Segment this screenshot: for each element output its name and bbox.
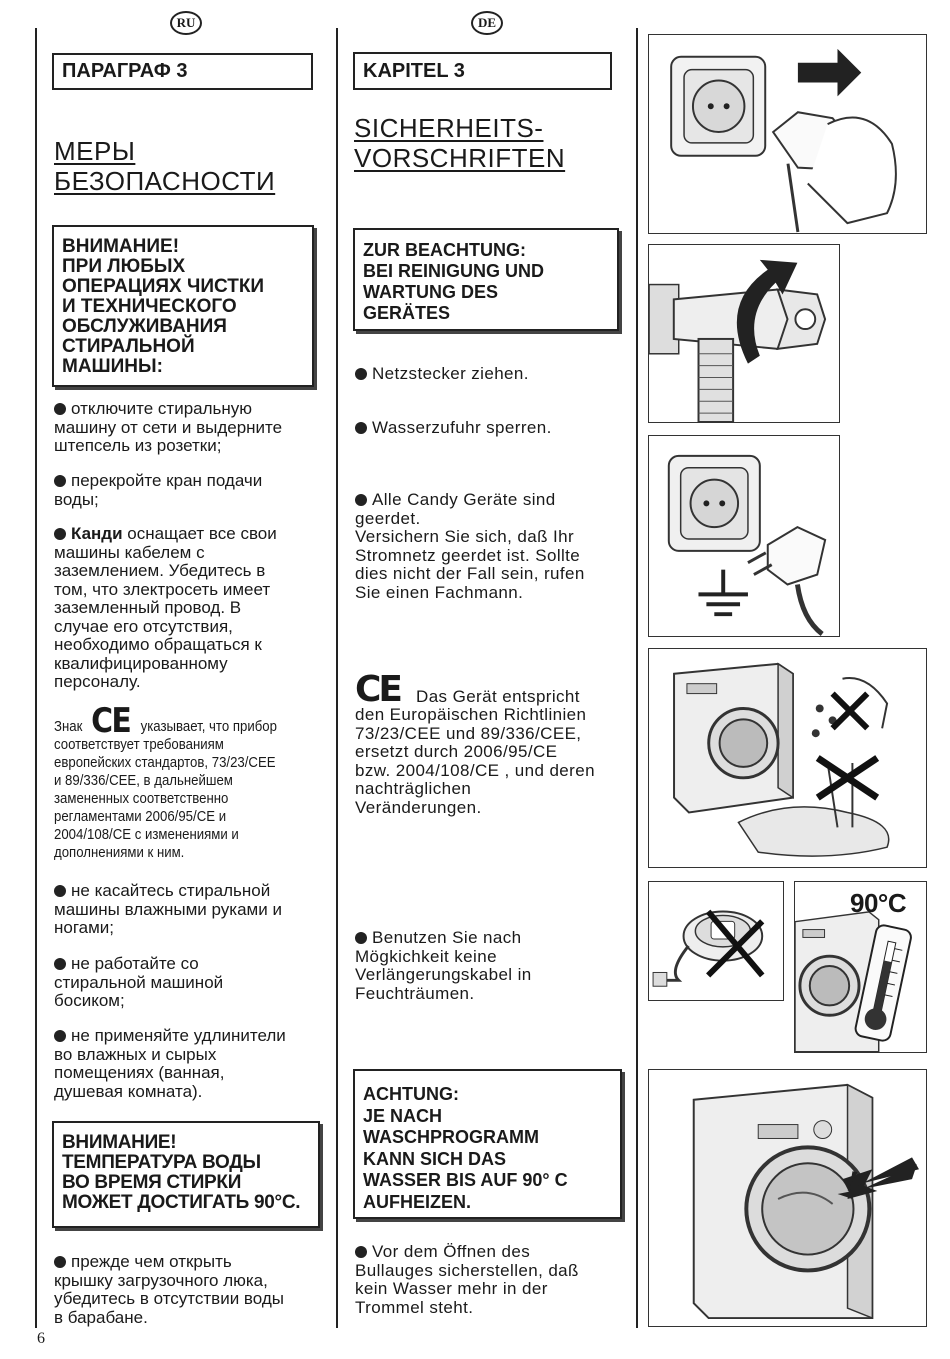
no-wet-hands-icon — [649, 649, 926, 867]
water-tap-icon — [649, 245, 839, 422]
de-item-grounding: Alle Candy Geräte sind geerdet. Versichern Sie sich, daß Ihr Stromnetz geerdet ist. Sollte dies nicht der Fall sein, rufen Sie einen Fachmann. — [355, 490, 585, 602]
ru-item-wet-hands: не касайтесь стиральной машины влажными руками и ногами; — [54, 881, 282, 937]
de-item-unplug: Netzstecker ziehen. — [355, 365, 625, 384]
ru-item-drum: прежде чем открыть крышку загрузочного люка, убедитесь в отсутствии воды в барабане. — [54, 1252, 284, 1327]
illustration-no-extension-cord — [648, 881, 784, 1001]
de-item-water: Wasserzufuhr sperren. — [355, 419, 625, 438]
bullet-icon — [54, 1030, 66, 1042]
ru-page-title: МЕРЫ БЕЗОПАСНОСТИ — [54, 136, 276, 196]
bullet-icon — [54, 528, 66, 540]
de-ce-note: CE Das Gerät entspricht den Europäischen Richtlinien 73/23/CEE und 89/336/CEE, ersetzt durch 2006/95/CE bzw. 2004/108/CE , und deren nachträglichen Veränderungen. — [355, 669, 595, 817]
column-divider-left — [35, 28, 37, 1328]
illustration-no-wet-hands — [648, 648, 927, 868]
language-badge-ru: RU — [170, 11, 202, 35]
illustration-water-tap — [648, 244, 840, 423]
ru-item-grounding: Канди оснащает все свои машины кабелем с заземлением. Убедитесь в том, что злектросеть имеет заземленный провод. В случае его отсутствия, необходимо обращаться к квалифицированному персоналу. — [54, 524, 277, 691]
de-item-drum: Vor dem Öffnen des Bullauges sicherstellen, daß kein Wasser mehr in der Trommel steht. — [355, 1242, 579, 1317]
ru-item-unplug: отключите стиральную машину от сети и выдерните штепсель из розетки; — [54, 399, 283, 455]
de-warning-box-temperature: ACHTUNG: JE NACH WASCHPROGRAMM KANN SICH DAS WASSER BIS AUF 90° C AUFHEIZEN. — [353, 1069, 622, 1219]
ru-item-extension: не применяйте удлинители во влажных и сырых помещениях (ванная, душевая комната). — [54, 1026, 286, 1101]
ru-item-water: перекройте кран подачи воды; — [54, 471, 263, 509]
bullet-icon — [54, 1256, 66, 1268]
illustration-unplug — [648, 34, 927, 234]
ru-warning-box-temperature: ВНИМАНИЕ! ТЕМПЕРАТУРА ВОДЫ ВО ВРЕМЯ СТИРКИ МОЖЕТ ДОСТИГАТЬ 90°C. — [52, 1121, 320, 1228]
grounded-socket-icon — [649, 436, 839, 636]
ru-item-barefoot: не работайте со стиральной машиной босиком; — [54, 954, 224, 1010]
de-item-extension: Benutzen Sie nach Mögkichkeit keine Verlängerungskabel in Feuchträumen. — [355, 928, 532, 1003]
bullet-icon — [355, 422, 367, 434]
bullet-icon — [355, 368, 367, 380]
bullet-icon — [355, 932, 367, 944]
de-chapter-box: KAPITEL 3 — [353, 52, 612, 90]
illustration-hot-water — [794, 881, 927, 1053]
drum-check-icon — [649, 1070, 926, 1326]
bullet-icon — [54, 403, 66, 415]
column-divider-middle — [336, 28, 338, 1328]
ru-chapter-box: ПАРАГРАФ 3 — [52, 53, 313, 90]
illustration-drum-check — [648, 1069, 927, 1327]
de-warning-box-cleaning: ZUR BEACHTUNG: BEI REINIGUNG UND WARTUNG DES GERÄTES — [353, 228, 619, 331]
ce-mark-icon: CE — [91, 701, 131, 741]
bullet-icon — [54, 885, 66, 897]
ru-ce-note: Знак CE указывает, что прибор соответствует требованиям европейских стандартов, 73/23/CEE и 89/336/CEE, в дальнейшем замененных соответственно регламентами 2006/95/CE и 2004/108/CE с изменениями и дополнениями к ним. — [54, 701, 277, 861]
language-badge-de: DE — [471, 11, 503, 35]
de-page-title: SICHERHEITS- VORSCHRIFTEN — [354, 113, 566, 173]
bullet-icon — [355, 1246, 367, 1258]
illustration-grounded-socket — [648, 435, 840, 637]
column-divider-right — [636, 28, 638, 1328]
ce-mark-icon: CE — [355, 669, 401, 710]
no-extension-cord-icon — [649, 882, 783, 1000]
unplug-icon — [649, 35, 926, 233]
bullet-icon — [54, 958, 66, 970]
bullet-icon — [355, 494, 367, 506]
bullet-icon — [54, 475, 66, 487]
ru-warning-box-cleaning: ВНИМАНИЕ! ПРИ ЛЮБЫХ ОПЕРАЦИЯХ ЧИСТКИ И ТЕХНИЧЕСКОГО ОБСЛУЖИВАНИЯ СТИРАЛЬНОЙ МАШИНЫ: — [52, 225, 314, 387]
temperature-label: 90°C — [850, 888, 907, 918]
page-number: 6 — [37, 1330, 45, 1347]
